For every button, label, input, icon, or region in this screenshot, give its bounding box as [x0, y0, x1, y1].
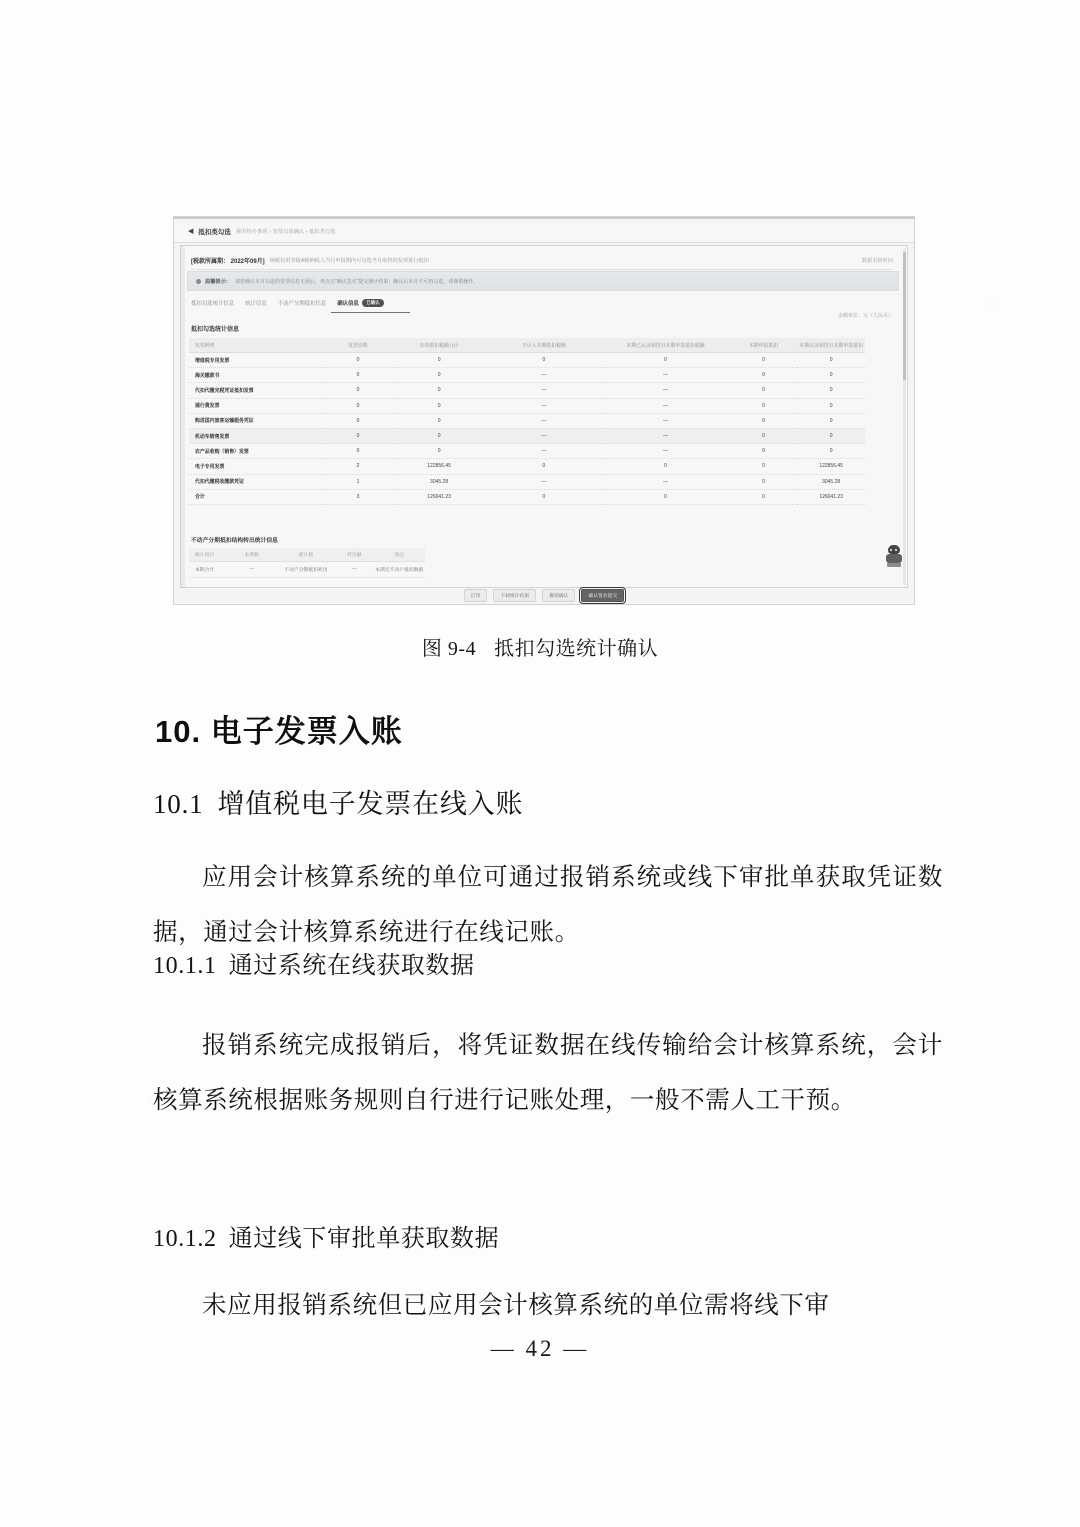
heading-text: 通过系统在线获取数据	[228, 953, 475, 979]
table-cell: 0	[324, 413, 392, 428]
table-row	[189, 428, 865, 443]
column-header: 统计项目	[189, 548, 227, 562]
row-label: 合计	[189, 489, 324, 504]
table-row	[189, 459, 865, 474]
row-label: 增值税专用发票	[189, 353, 324, 368]
tab-bar	[191, 296, 384, 312]
table-cell: 0	[324, 444, 392, 459]
table-cell: —	[486, 368, 601, 383]
table-cell: 0	[730, 353, 798, 368]
table-cell: 0	[797, 383, 865, 398]
paragraph-1: 应用会计核算系统的单位可通过报销系统或线下审批单获取凭证数据，通过会计核算系统进行在线记账。	[153, 864, 943, 946]
table-cell: 不动产分期抵扣转出	[276, 562, 335, 578]
table-cell: 0	[730, 444, 798, 459]
period-row	[191, 251, 893, 270]
table-cell: 0	[730, 428, 798, 443]
period-right-text: 数据更新时间	[861, 257, 893, 264]
row-label: 电子专用发票	[189, 459, 324, 474]
action-button-bar	[174, 588, 914, 603]
period-subtitle: 纳税信用等级A级纳税人当月申报期内可勾选当月取得的发票进行抵扣	[269, 257, 429, 264]
figure-caption	[0, 632, 1080, 661]
table-cell: 3045.28	[392, 474, 487, 489]
page-number: — 42 —	[490, 1336, 590, 1361]
column-header: 发票种类	[189, 338, 324, 353]
content-panel	[180, 245, 908, 588]
table-cell: 0	[797, 353, 865, 368]
table-cell: 0	[601, 459, 729, 474]
row-label: 代扣代缴完税凭证抵扣发票	[189, 383, 324, 398]
section-heading-10: 10. 电子发票入账	[155, 714, 403, 749]
section2-title: 不动产分期抵扣结构转出统计信息	[191, 538, 278, 544]
table-cell: 0	[392, 444, 487, 459]
column-header: 转出额	[335, 548, 373, 562]
tab-label: 抵扣勾选统计信息	[191, 301, 235, 307]
panel-scrollbar[interactable]	[903, 248, 906, 585]
notice-text: 请您确认本月勾选的发票信息无误后，再点击“确认签名”提交统计结果；确认后本月不可再勾选，请谨慎操作。	[234, 278, 479, 285]
notice-strong: 温馨提示：	[205, 278, 231, 285]
table-cell: —	[486, 474, 601, 489]
table-row	[189, 398, 865, 413]
revoke-confirm-button[interactable]: 撤销确认	[542, 589, 575, 602]
period-label: [税款所属期： 2022年09月]	[191, 258, 265, 265]
table-title: 抵扣勾选统计信息	[191, 327, 240, 333]
table-cell: 0	[486, 353, 601, 368]
breadcrumb-bar	[174, 221, 914, 243]
column-header: 备注	[373, 548, 425, 562]
section-heading-10-1	[153, 782, 523, 821]
table-body	[189, 353, 865, 505]
table-cell: —	[601, 398, 729, 413]
panel-left-edge	[181, 246, 185, 587]
column-header: 本期认证相符且本期申报抵扣	[797, 338, 865, 353]
table-cell: 2	[324, 459, 392, 474]
table-cell: —	[227, 562, 277, 578]
table-cell: 0	[324, 428, 392, 443]
table-cell: 0	[392, 383, 487, 398]
table2-header-row	[189, 548, 425, 562]
tab-label: 统计信息	[245, 301, 267, 307]
table-cell: —	[486, 398, 601, 413]
row-label: 海关缴款书	[189, 368, 324, 383]
column-header: 有效抵扣税额合计	[392, 338, 487, 353]
tab-badge: 已确认	[362, 299, 383, 307]
table-cell: —	[486, 428, 601, 443]
heading-number: 10.1	[153, 789, 204, 819]
table-cell: 0	[392, 413, 487, 428]
tab-confirm-info[interactable]	[337, 299, 383, 310]
heading-number: 10.1.2	[153, 1226, 217, 1252]
table-cell: —	[486, 444, 601, 459]
table-cell: 0	[730, 413, 798, 428]
table-cell: 0	[392, 398, 487, 413]
print-button[interactable]: 打印	[464, 589, 488, 602]
table-row	[189, 489, 865, 504]
figure-9-4	[173, 216, 915, 605]
table-cell: 0	[324, 398, 392, 413]
table-cell: 0	[601, 353, 729, 368]
table2-row	[189, 562, 425, 578]
table-row	[189, 444, 865, 459]
table-cell: 0	[392, 353, 487, 368]
table-cell: 3045.28	[797, 474, 865, 489]
table-cell: 0	[797, 444, 865, 459]
table-cell: 0	[730, 368, 798, 383]
section-heading-10-1-2	[153, 1218, 499, 1253]
table-cell: 0	[601, 489, 729, 504]
heading-text: 增值税电子发票在线入账	[217, 789, 524, 819]
row-label: 机动车销售发票	[189, 428, 324, 443]
breadcrumb-path[interactable]: 我的待办事项 › 发票勾选确认 › 抵扣类勾选	[235, 229, 336, 235]
notice-banner	[187, 271, 899, 291]
tab-label: 确认信息	[337, 300, 359, 307]
table-cell: 0	[730, 489, 798, 504]
table-cell: 0	[392, 428, 487, 443]
table-row	[189, 383, 865, 398]
table-cell: 0	[797, 368, 865, 383]
table-cell: 0	[797, 413, 865, 428]
table-cell: 1	[324, 474, 392, 489]
realestate-transfer-table	[189, 548, 425, 578]
column-header: 本期已认证相符且本期申报抵扣税额	[601, 338, 729, 353]
tab-label: 不动产分期抵扣信息	[277, 301, 327, 307]
table-cell: 本期无不动产抵扣数据	[373, 562, 425, 578]
column-header: 本期申报抵扣	[730, 338, 798, 353]
row-label: 农产品收购（销售）发票	[189, 444, 324, 459]
breadcrumb-title: 抵扣类勾选	[198, 229, 231, 236]
column-header: 不计入本期抵扣税额	[486, 338, 601, 353]
table-cell: 0	[324, 353, 392, 368]
paragraph-2: 报销系统完成报销后，将凭证数据在线传输给会计核算系统，会计核算系统根据账务规则自行进行记账处理，一般不需人工干预。	[153, 1032, 943, 1114]
table-cell: —	[601, 368, 729, 383]
tab-stats-info[interactable]	[245, 299, 267, 309]
info-icon	[196, 279, 201, 284]
table-cell: 122856.45	[392, 459, 487, 474]
table-cell: 126041.23	[797, 489, 865, 504]
table-cell: 0	[486, 459, 601, 474]
section-heading-10-1-1	[153, 945, 475, 980]
amount-unit-note: 金额单位：元（人民币）	[837, 313, 893, 319]
table-cell: 0	[797, 428, 865, 443]
table-cell: 122856.45	[797, 459, 865, 474]
figure-top-rule	[174, 217, 914, 219]
table-cell: 0	[392, 368, 487, 383]
table-cell: —	[486, 383, 601, 398]
embedded-screenshot	[173, 216, 915, 605]
column-header: 发票份数	[324, 338, 392, 353]
table-cell: —	[601, 444, 729, 459]
table-cell: 3	[324, 489, 392, 504]
row-label: 通行费发票	[189, 398, 324, 413]
back-arrow-icon[interactable]: ◀	[188, 227, 194, 235]
table-cell: —	[601, 428, 729, 443]
table-cell: —	[601, 383, 729, 398]
customer-service-mascot-icon[interactable]	[886, 545, 902, 567]
table-cell: 本期合计	[189, 562, 227, 578]
tab-deduction-stats[interactable]	[191, 299, 234, 309]
table-cell: —	[486, 413, 601, 428]
table-row	[189, 368, 865, 383]
table-row	[189, 353, 865, 368]
download-result-button[interactable]: 下载统计结果	[493, 589, 536, 602]
table-cell: 126041.23	[392, 489, 487, 504]
table-cell: 0	[730, 459, 798, 474]
table-row	[189, 474, 865, 489]
paragraph-3: 未应用报销系统但已应用会计核算系统的单位需将线下审	[202, 1292, 830, 1319]
table-cell: 0	[324, 368, 392, 383]
deduction-stats-table	[189, 338, 865, 505]
confirm-submit-button[interactable]: 确认签名提交	[581, 589, 624, 602]
tab-realestate-install[interactable]	[278, 299, 327, 309]
figure-caption-text: 抵扣勾选统计确认	[494, 638, 659, 660]
table-cell: 0	[486, 489, 601, 504]
table-cell: 0	[730, 398, 798, 413]
table-cell: —	[601, 413, 729, 428]
row-label: 代扣代缴税收缴款凭证	[189, 474, 324, 489]
column-header: 本期数	[227, 548, 277, 562]
column-header: 累计数	[276, 548, 335, 562]
figure-caption-number: 图 9-4	[421, 638, 477, 660]
heading-text: 通过线下审批单获取数据	[228, 1226, 500, 1252]
row-label: 购进国内旅客运输服务凭证	[189, 413, 324, 428]
table-cell: 0	[730, 474, 798, 489]
heading-number: 10.1.1	[153, 953, 217, 979]
table-cell: 0	[797, 398, 865, 413]
table-cell: 0	[730, 383, 798, 398]
table-cell: —	[601, 474, 729, 489]
table-cell: 0	[324, 383, 392, 398]
table-header-row	[189, 338, 865, 353]
table-cell: —	[335, 562, 373, 578]
table-row	[189, 413, 865, 428]
